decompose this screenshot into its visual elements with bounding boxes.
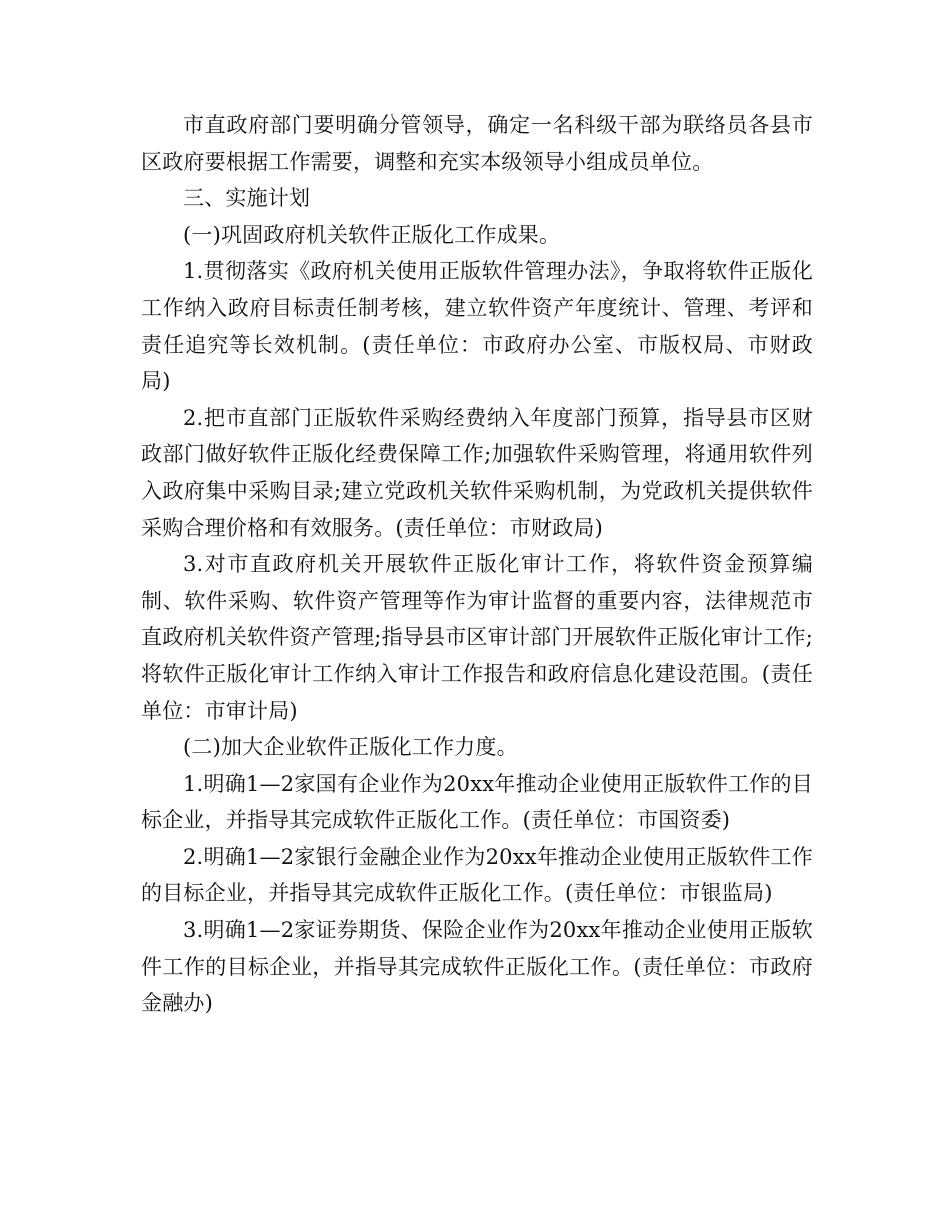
paragraph-enterprise-item-2: 2.明确1—2家银行金融企业作为20xx年推动企业使用正版软件工作的目标企业，并指导其完成软件正版化工作。(责任单位：市银监局) xyxy=(141,844,813,906)
heading-implementation-plan: 三、实施计划 xyxy=(183,186,311,211)
document-body xyxy=(141,107,813,1022)
paragraph-item-2-budget: 2.把市直部门正版软件采购经费纳入年度部门预算，指导县市区财政部门做好软件正版化经费保障工作;加强软件采购管理，将通用软件列入政府集中采购目录;建立党政机关软件采购机制，为党政机关提供软件采购合理价格和有效服务。(责任单位：市财政局) xyxy=(141,405,813,540)
subheading-government-software: (一)巩固政府机关软件正版化工作成果。 xyxy=(183,222,561,247)
paragraph-item-3-audit: 3.对市直政府机关开展软件正版化审计工作，将软件资金预算编制、软件采购、软件资产管理等作为审计监督的重要内容，法律规范市直政府机关软件资产管理;指导县市区审计部门开展软件正版化审计工作;将软件正版化审计工作纳入审计工作报告和政府信息化建设范围。(责任单位：市审计局) xyxy=(141,552,813,723)
paragraph-liaison: 市直政府部门要明确分管领导，确定一名科级干部为联络员各县市区政府要根据工作需要，调整和充实本级领导小组成员单位。 xyxy=(141,113,813,174)
paragraph-item-1-measures: 1.贯彻落实《政府机关使用正版软件管理办法》，争取将软件正版化工作纳入政府目标责任制考核，建立软件资产年度统计、管理、考评和责任追究等长效机制。(责任单位：市政府办公室、市版权局、市财政局) xyxy=(141,259,813,394)
paragraph-enterprise-item-3: 3.明确1—2家证券期货、保险企业作为20xx年推动企业使用正版软件工作的目标企业，并指导其完成软件正版化工作。(责任单位：市政府金融办) xyxy=(141,918,813,1016)
subheading-enterprise-software: (二)加大企业软件正版化工作力度。 xyxy=(183,735,518,760)
paragraph-enterprise-item-1: 1.明确1—2家国有企业作为20xx年推动企业使用正版软件工作的目标企业，并指导其完成软件正版化工作。(责任单位：市国资委) xyxy=(141,771,813,833)
